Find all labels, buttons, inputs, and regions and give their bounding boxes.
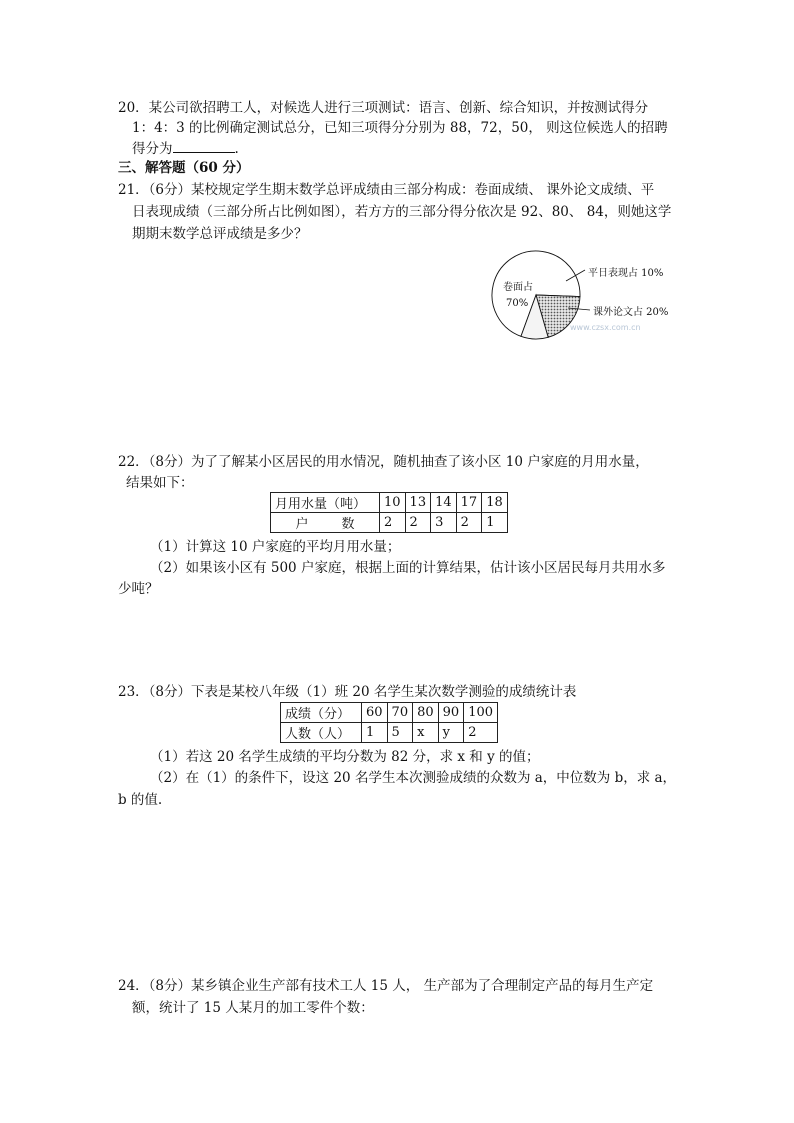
q24-line2: 额，统计了 15 人某月的加工零件个数： — [132, 1000, 374, 1016]
q23-sub2b: b 的值. — [118, 792, 163, 808]
table-cell: 80 — [413, 703, 439, 723]
table-cell: 2 — [456, 513, 482, 533]
table-cell: 90 — [438, 703, 464, 723]
table-cell: 60 — [362, 703, 388, 723]
table-cell: 1 — [362, 723, 388, 743]
q23-sub1: （1）若这 20 名学生成绩的平均分数为 82 分，求 x 和 y 的值； — [150, 749, 540, 765]
pie-label-daily: 平日表现占 10% — [588, 268, 664, 279]
table-cell: 5 — [387, 723, 413, 743]
q20-answer-suffix: . — [234, 141, 239, 157]
table-cell: 2 — [380, 513, 406, 533]
section-title: 三、解答题（60 分） — [118, 160, 250, 176]
table-cell: 2 — [464, 723, 498, 743]
table-cell: x — [413, 723, 439, 743]
water-usage-table — [270, 492, 508, 533]
q21-line2: 日表现成绩（三部分所占比例如图），若方方的三部分得分依次是 92、80、 84，则她这学 — [132, 204, 672, 220]
q22-sub1: （1）计算这 10 户家庭的平均月用水量； — [150, 539, 401, 555]
table-cell: 100 — [464, 703, 498, 723]
q21-line3: 期期末数学总评成绩是多少？ — [132, 226, 308, 242]
q20-answer-blank — [173, 138, 235, 153]
table-header-cell: 月用水量（吨） — [271, 493, 380, 513]
table-cell: 2 — [405, 513, 431, 533]
table-cell: 14 — [431, 493, 457, 513]
q20-line3 — [132, 138, 239, 159]
q20-answer-prefix: 得分为 — [132, 141, 173, 157]
table-row — [271, 493, 508, 513]
table-cell: 3 — [431, 513, 457, 533]
watermark: www.czsx.com.cn — [570, 323, 641, 332]
table-cell: 10 — [380, 493, 406, 513]
table-cell: 18 — [482, 493, 508, 513]
table-row — [271, 513, 508, 533]
table-cell: 13 — [405, 493, 431, 513]
table-cell: 17 — [456, 493, 482, 513]
score-table — [280, 702, 498, 743]
table-header-cell: 户 数 — [271, 513, 380, 533]
q22-sub2b: 少吨？ — [118, 581, 159, 597]
pie-label-main-2: 70% — [506, 298, 529, 309]
q24-line1: 24．（8分）某乡镇企业生产部有技术工人 15 人， 生产部为了合理制定产品的每月生产定 — [118, 978, 654, 994]
q22-line1: 22．（8分）为了了解某小区居民的用水情况，随机抽查了该小区 10 户家庭的月用水量， — [118, 454, 649, 470]
table-cell: 1 — [482, 513, 508, 533]
table-cell: 70 — [387, 703, 413, 723]
pie-label-paper: 课外论文占 20% — [593, 307, 669, 318]
table-header-cell: 人数（人） — [281, 723, 362, 743]
q23-sub2a: （2）在（1）的条件下，设这 20 名学生本次测验成绩的众数为 a，中位数为 b，求 a， — [150, 770, 677, 786]
table-cell: y — [438, 723, 464, 743]
table-row — [281, 703, 498, 723]
q22-line2: 结果如下： — [126, 475, 194, 491]
q20-line1: 20．某公司欲招聘工人，对候选人进行三项测试：语言、创新、综合知识，并按测试得分 — [118, 100, 649, 116]
q23-line1: 23．（8分）下表是某校八年级（1）班 20 名学生某次数学测验的成绩统计表 — [118, 684, 577, 700]
table-header-cell: 成绩（分） — [281, 703, 362, 723]
q21-line1: 21．（6分）某校规定学生期末数学总评成绩由三部分构成：卷面成绩、 课外论文成绩、平 — [118, 182, 655, 198]
table-row — [281, 723, 498, 743]
q22-sub2a: （2）如果该小区有 500 户家庭，根据上面的计算结果，估计该小区居民每月共用水多 — [150, 560, 666, 576]
pie-label-main-1: 卷面占 — [503, 282, 533, 293]
q20-line2: 1：4：3 的比例确定测试总分，已知三项得分分别为 88，72，50， 则这位候选人的招聘 — [132, 120, 668, 136]
